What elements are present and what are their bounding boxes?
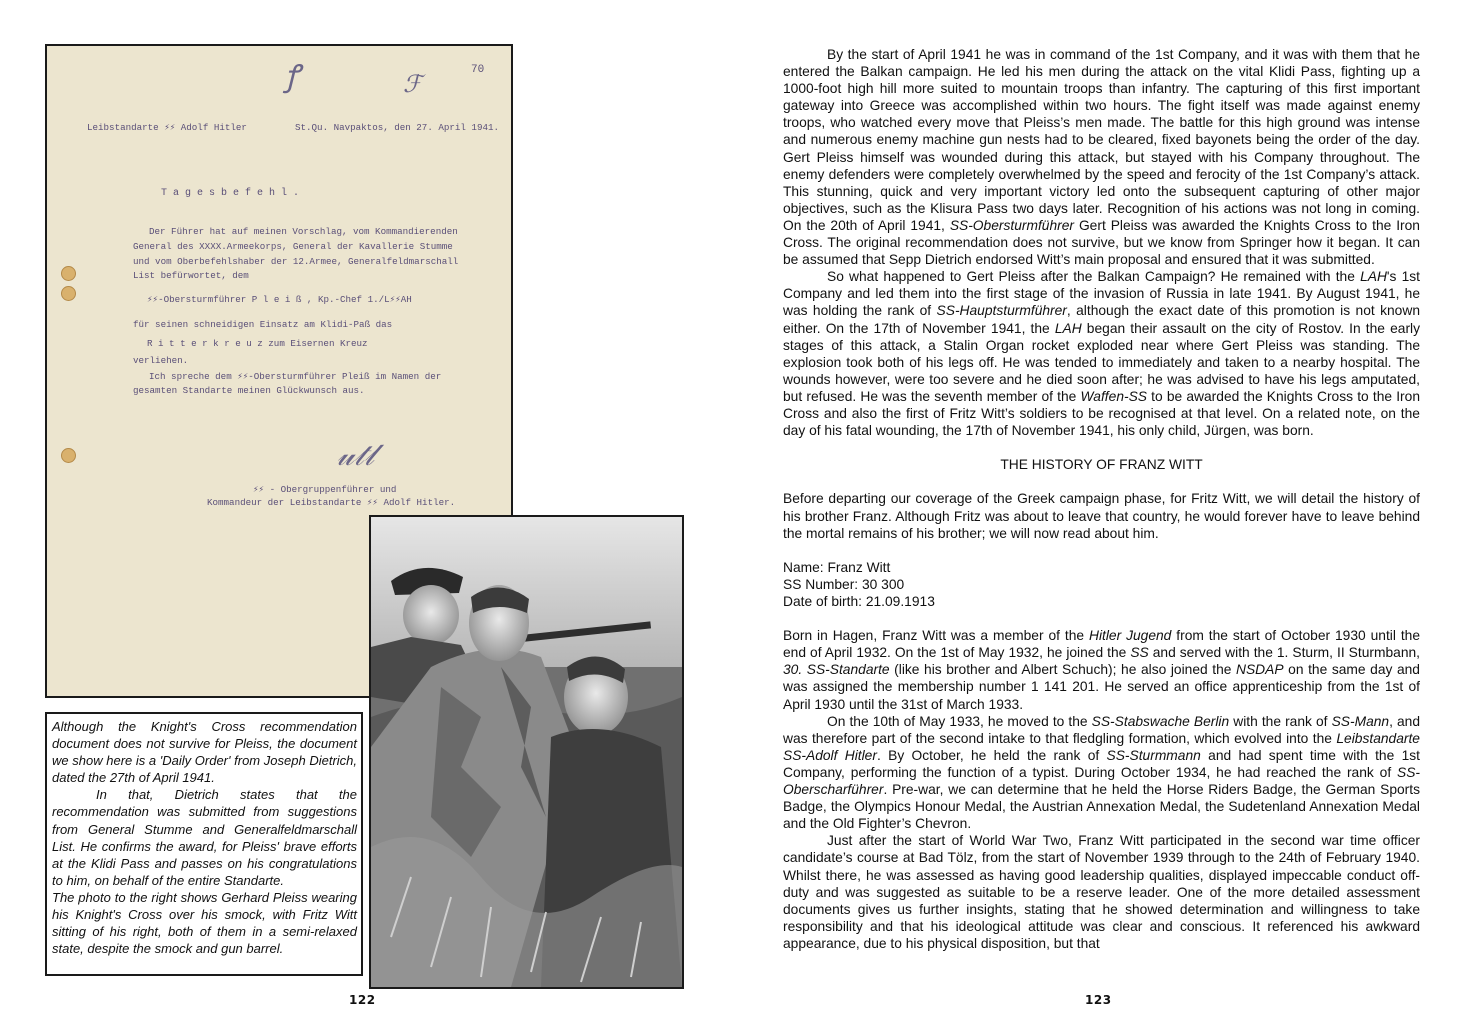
paragraph: Just after the start of World War Two, Franz Witt participated in the second war time officer candidate’s course at Bad Tölz, from the start of November 1939 through to the 24th of February 1940. Whilst there, he was assessed as having good leadership qualities, displayed impeccable conduct off-duty and was suggested as suitable to be a reserve leader. One of the more detailed assessment documents gives us further insights, stating that he showed determination and willingness to take responsibility and that his ideological attitude was clear and conscious. It referenced his awkward appearance, due to his physical disposition, but that	[783, 833, 1420, 951]
document-line: Der Führer hat auf meinen Vorschlag, vom Kommandierenden	[149, 226, 458, 237]
text-run: and had spent time with the 1st Company, performing the function of a typist. During October 1934, he had reached the rank of	[783, 747, 1420, 780]
italic-run: Hitler Jugend	[1088, 628, 1172, 644]
document-ref-number: 70	[471, 64, 485, 76]
text-run: Gert Pleiss was awarded the Knights Cross to the Iron Cross. The original recommendation does not survive, but we know from Springer how it began. It can be assumed that Sepp Dietrich endorsed Witt’s main proposal and ensured that it was submitted.	[783, 217, 1420, 268]
italic-run: LAH	[1360, 269, 1387, 285]
document-sign-line: ⚡⚡ - Obergruppenführer und	[253, 484, 397, 495]
text-run: from the start of October 1930 until the end of April 1932. On the 1st of May 1932, he joined the	[783, 628, 1421, 661]
document-line: verliehen.	[133, 355, 189, 366]
italic-run: NSDAP	[1236, 662, 1284, 678]
document-line: General des XXXX.Armeekorps, General der Kavallerie Stumme	[133, 241, 453, 252]
document-line: ⚡⚡-Obersturmführer P l e i ß , Kp.-Chef 1./L⚡⚡AH	[147, 294, 412, 305]
caption-paragraph: Although the Knight's Cross recommendation document does not survive for Pleiss, the document we show here is a 'Daily Order' from Joseph Dietrich, dated the 27th of April 1941.	[52, 719, 357, 786]
document-header-right: St.Qu. Navpaktos, den 27. April 1941.	[295, 122, 499, 133]
text-run: on the same day and was assigned the membership number 1 141 201. He served an office apprenticeship from the 1st of April 1930 until the 31st of March 1933.	[783, 662, 1420, 712]
italic-run: LAH	[1054, 320, 1082, 336]
text-run: . By October, he held the rank of	[876, 747, 1107, 763]
text-run: to be awarded the Knights Cross to the Iron Cross and also the first of Fritz Witt’s soldiers to be recognised at that level. On a related note, on the day of his fatal wounding, the 17th of November 1941, his only child, Jürgen, was born.	[783, 388, 1420, 439]
handwritten-initials: ℱ	[403, 70, 422, 98]
paragraph: Before departing our coverage of the Greek campaign phase, for Fritz Witt, we will detail the history of his brother Franz. Although Fritz was about to leave that country, he would forever have to leave behind the mortal remains of his brother; we will now read about him.	[783, 491, 1420, 541]
text-run: , although the exact date of this promotion is not known either. On the 17th of November 1941, the	[783, 303, 1420, 336]
info-ss-number: SS Number: 30 300	[783, 576, 905, 592]
document-line: List befürwortet, dem	[133, 270, 249, 281]
italic-run: SS-Sturmmann	[1106, 747, 1201, 763]
text-run: 's 1st Company and led them into the first stage of the invasion of Russia in late 1941. By August 1941, he was holding the rank of	[783, 269, 1420, 319]
handwritten-signature: 𝓊𝓉𝓁	[337, 438, 375, 473]
document-title: T a g e s b e f e h l .	[161, 188, 300, 199]
document-header-left: Leibstandarte ⚡⚡ Adolf Hitler	[87, 122, 247, 133]
italic-run: SS	[1130, 645, 1149, 661]
paragraph	[783, 713, 1420, 833]
info-name: Name: Franz Witt	[783, 559, 891, 575]
italic-run: Waffen-SS	[1080, 388, 1147, 404]
italic-run: SS-Mann	[1331, 713, 1390, 729]
document-line: gesamten Standarte meinen Glückwunsch aus.	[133, 385, 365, 396]
text-run: (like his brother and Albert Schuch); he also joined the	[889, 662, 1237, 678]
text-run: So what happened to Gert Pleiss after the Balkan Campaign? He remained with the	[827, 269, 1361, 285]
photo-caption	[45, 712, 363, 976]
paragraph	[783, 46, 1420, 268]
photo-illustration	[371, 517, 682, 987]
text-run: . Pre-war, we can determine that he held the Horse Riders Badge, the German Sports Badge, the Olympics Honour Medal, the Austrian Annexation Medal, the Sudetenland Annexation Medal and the Old Fighter’s Chevron.	[783, 782, 1420, 832]
document-line: R i t t e r k r e u z zum Eisernen Kreuz	[147, 338, 368, 349]
section-heading: THE HISTORY OF FRANZ WITT	[1000, 457, 1203, 473]
page-number-left: 122	[349, 993, 376, 1007]
paragraph	[783, 627, 1420, 712]
italic-run: SS-Oberscharführer	[783, 764, 1420, 798]
page-number-right: 123	[1085, 993, 1112, 1007]
italic-run: 30. SS-Standarte	[783, 662, 890, 678]
italic-run: SS-Obersturmführer	[949, 217, 1075, 233]
paragraph	[783, 268, 1420, 439]
document-line: für seinen schneidigen Einsatz am Klidi-Paß das	[133, 319, 393, 330]
text-run: began their assault on the city of Rostov. In the early stages of this attack, a Stalin Organ rocket exploded near where Gert Pleiss was standing. The explosion took both of his legs off. He was tended to immediately and taken to a nearby hospital. The wounds however, were too severe and he died soon after; he was advised to have his legs amputated, but refused. He was the seventh member of the	[783, 320, 1420, 404]
text-run: , and was therefore part of the second intake to that fledgling formation, which evolved into the	[783, 713, 1421, 746]
info-date-of-birth: Date of birth: 21.09.1913	[783, 594, 935, 609]
italic-run: SS-Stabswache Berlin	[1091, 713, 1230, 729]
text-run: On the 10th of May 1933, he moved to the	[827, 713, 1092, 729]
text-run: with the rank of	[1229, 713, 1332, 729]
text-run: and served with the 1. Sturm, II Sturmbann,	[1148, 645, 1420, 661]
photo-pleiss-and-witt	[369, 515, 684, 989]
caption-paragraph: In that, Dietrich states that the recommendation was submitted from suggestions from General Stumme and Generalfeldmarschall List. He confirms the award, for Pleiss' brave efforts at the Klidi Pass and passes on his congratulations to him, on behalf of the entire Standarte.	[52, 787, 357, 888]
italic-run: Leibstandarte SS-Adolf Hitler	[783, 730, 1420, 763]
punch-hole	[61, 286, 76, 301]
punch-hole	[61, 266, 76, 281]
document-line: Ich spreche dem ⚡⚡-Obersturmführer Pleiß im Namen der	[149, 371, 442, 382]
text-run: Born in Hagen, Franz Witt was a member of the	[783, 628, 1089, 644]
document-sign-line: Kommandeur der Leibstandarte ⚡⚡ Adolf Hitler.	[207, 497, 456, 508]
handwritten-mark: ꝭ	[285, 59, 300, 94]
punch-hole	[61, 448, 76, 463]
right-page-text	[783, 46, 1420, 952]
document-line: und vom Oberbefehlshaber der 12.Armee, Generalfeldmarschall	[133, 256, 459, 267]
caption-paragraph: The photo to the right shows Gerhard Pleiss wearing his Knight's Cross over his smock, with Fritz Witt sitting of his right, both of them in a semi-relaxed state, despite the smock and gun barrel.	[52, 889, 357, 957]
text-run: By the start of April 1941 he was in command of the 1st Company, and it was with them that he entered the Balkan campaign. He led his men during the attack on the vital Klidi Pass, fighting up a 1000-foot high hill more suited to mountain troops than infantry. The capturing of this first important gateway into Greece was accomplished within two hours. The fight itself was made against enemy troops, who watched every move that Pleiss’s men made. The battle for this high ground was intense and numerous enemy machine gun nests had to be cleared, fixed bayonets being the order of the day. Gert Pleiss himself was wounded during this attack, but stayed with his Company throughout. The enemy defenders were completely overwhelmed by the speed and ferocity of the 1st Company’s attack. This stunning, quick and very important victory led onto the subsequent capturing of other major objectives, such as the Klisura Pass two days later. Recognition of his actions was not long in coming. On the 20th of April 1941,	[783, 47, 1420, 233]
italic-run: SS-Hauptsturmführer	[936, 303, 1067, 319]
